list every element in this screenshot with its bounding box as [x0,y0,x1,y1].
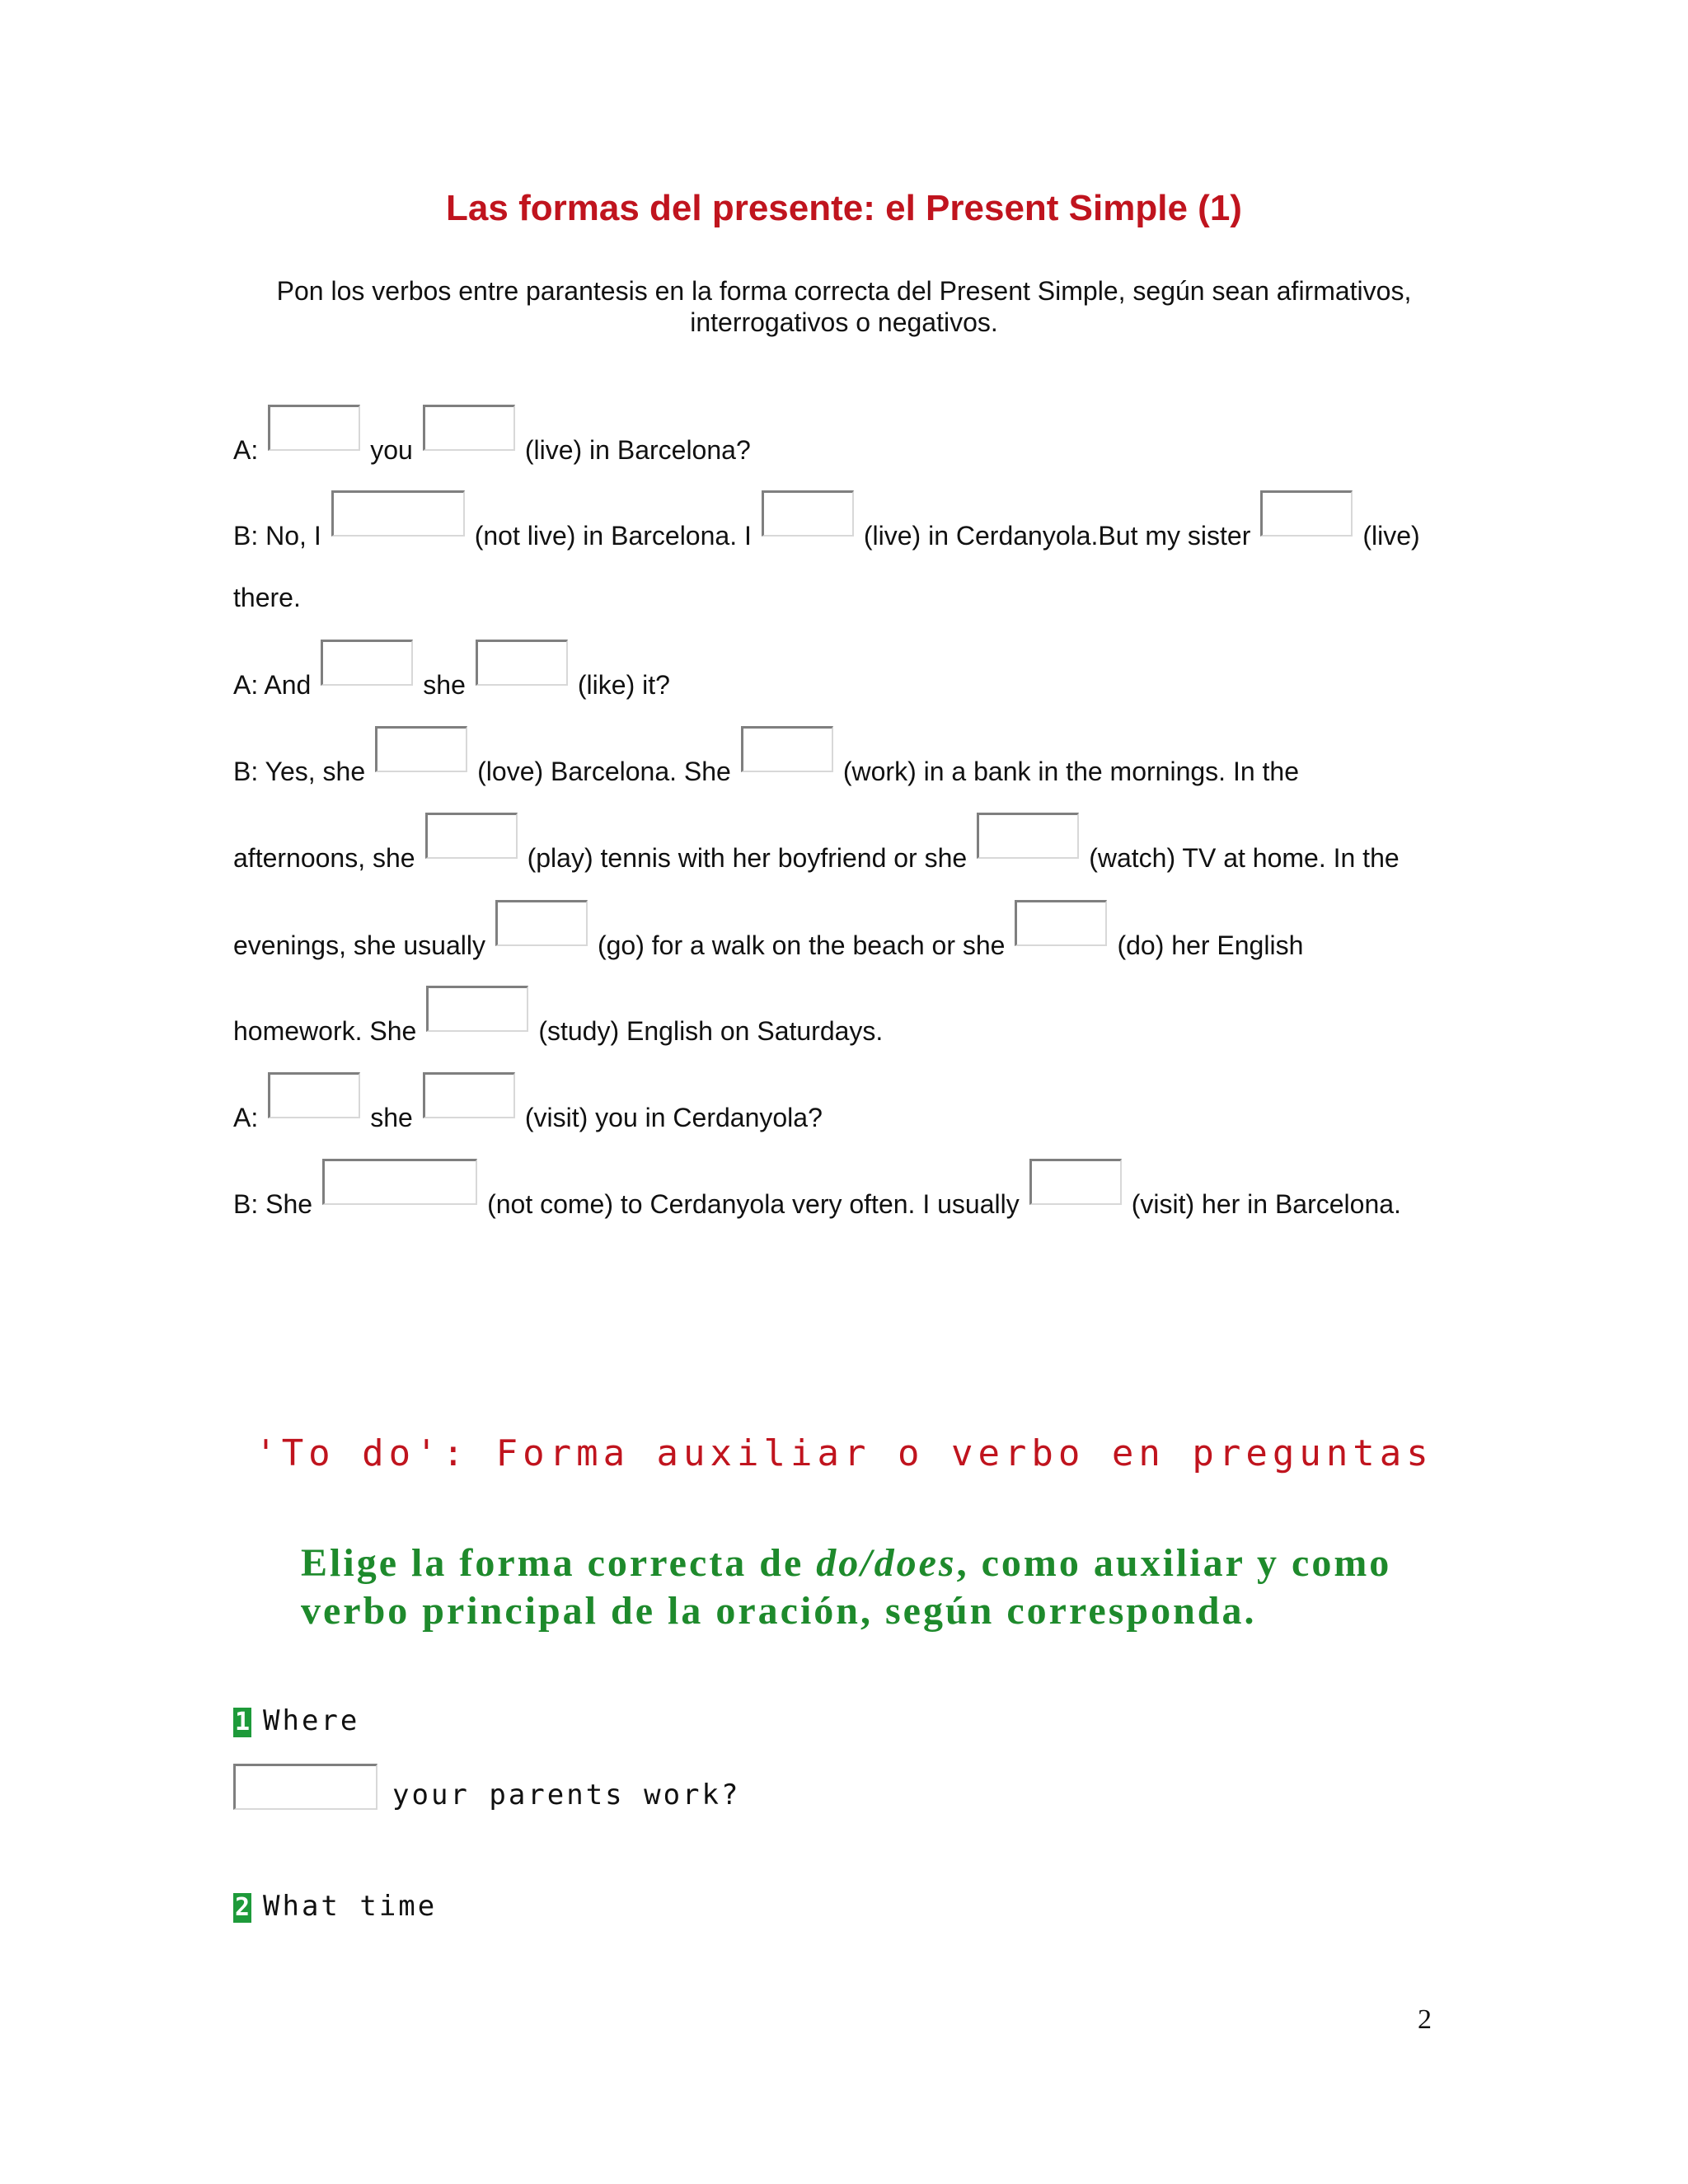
answer-blank-9[interactable] [741,726,833,772]
answer-blank-10[interactable] [425,813,518,859]
line-text: A: [233,435,259,465]
answer-blank-13[interactable] [1015,900,1107,946]
line-text: (visit) her in Barcelona. [1131,1189,1401,1219]
line-text: she [423,670,466,700]
line-text: (live) in Cerdanyola.But my sister [863,521,1251,551]
section-instructions [301,1540,1447,1635]
exercise-line-5 [233,738,1309,787]
exercise-line-3 [233,564,311,613]
line-text: (do) her English [1117,930,1304,960]
answer-blank-17[interactable] [322,1159,477,1205]
line-text: (like) it? [577,670,670,700]
line-text: there. [233,583,301,612]
answer-blank-4[interactable] [762,490,854,537]
instr-text-before: Elige la forma correcta de [301,1541,817,1585]
line-text: (study) English on Saturdays. [538,1016,884,1046]
answer-blank-11[interactable] [977,813,1079,859]
line-text: (not come) to Cerdanyola very often. I usually [487,1189,1020,1219]
page-number: 2 [1418,2004,1432,2035]
line-text: (watch) TV at home. In the [1089,843,1400,873]
answer-blank-3[interactable] [331,490,465,537]
answer-blank-6[interactable] [321,640,413,686]
answer-blank-18[interactable] [1029,1159,1122,1205]
question-2 [233,1890,437,1923]
exercise-line-2 [233,502,1430,551]
line-text: (play) tennis with her boyfriend or she [527,843,968,873]
page-title: Las formas del presente: el Present Simple (1) [446,188,1242,228]
exercise-line-4 [233,651,680,701]
question-1-answer-row [233,1764,740,1810]
question-1 [233,1704,359,1737]
question-number: 2 [234,1893,251,1922]
answer-blank-q1[interactable] [233,1764,377,1810]
line-text: (not live) in Barcelona. I [474,521,752,551]
answer-blank-2[interactable] [423,405,515,451]
answer-blank-8[interactable] [375,726,467,772]
answer-blank-1[interactable] [268,405,360,451]
exercise-line-6 [233,824,1409,874]
line-text: (work) in a bank in the mornings. In the [842,757,1299,786]
line-text: B: She [233,1189,313,1219]
question-number: 1 [234,1708,251,1736]
line-text: A: And [233,670,312,700]
answer-blank-16[interactable] [423,1072,515,1118]
question-text: What time [263,1890,438,1923]
exercise-line-9 [233,1084,832,1133]
question-text: Where [263,1704,360,1737]
line-text: homework. She [233,1016,417,1046]
exercise-line-7 [233,912,1313,961]
exercise-line-1 [233,416,761,466]
line-text: (love) Barcelona. She [477,757,731,786]
line-text: (live) [1362,521,1420,551]
exercise-line-10 [233,1170,1411,1220]
line-text: (visit) you in Cerdanyola? [524,1103,823,1132]
question-text: your parents work? [392,1779,741,1811]
instr-text-after: , como auxiliar y como verbo principal de la oración, según corresponda. [301,1541,1392,1633]
instr-italic: do/does [816,1541,957,1585]
line-text: B: No, I [233,521,321,551]
line-text: afternoons, she [233,843,415,873]
line-text: (live) in Barcelona? [524,435,751,465]
answer-blank-7[interactable] [476,640,568,686]
answer-blank-5[interactable] [1260,490,1353,537]
exercise-instructions: Pon los verbos entre parantesis en la forma correcta del Present Simple, según sean afirmativos, interrogativos o negativos. [276,276,1412,337]
answer-blank-12[interactable] [495,900,588,946]
answer-blank-14[interactable] [426,986,528,1032]
line-text: A: [233,1103,259,1132]
answer-blank-15[interactable] [268,1072,360,1118]
line-text: evenings, she usually [233,930,485,960]
section-title: 'To do': Forma auxiliar o verbo en preguntas [255,1432,1433,1474]
line-text: you [370,435,413,465]
exercise-line-8 [233,997,893,1047]
line-text: B: Yes, she [233,757,366,786]
line-text: (go) for a walk on the beach or she [597,930,1006,960]
line-text: she [370,1103,413,1132]
